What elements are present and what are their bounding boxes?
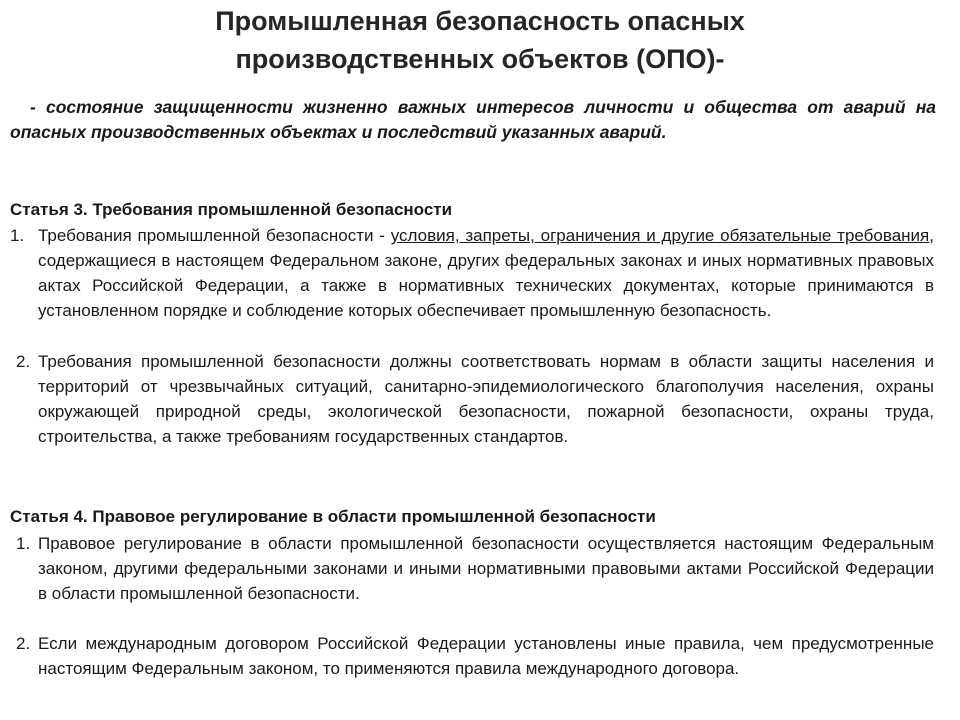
article-4-clause-2 xyxy=(16,631,934,681)
title-line-2: производственных объектов (ОПО)- xyxy=(235,44,725,74)
clause-number: 2. xyxy=(16,634,31,653)
definition-text: - состояние защищенности жизненно важных интересов личности и общества от аварий на опасных производственных объектах и последствий указанных аварий. xyxy=(10,97,936,142)
title-line-1: Промышленная безопасность опасных xyxy=(215,6,745,36)
clause-text-after: , содержащиеся в настоящем Федеральном законе, других федеральных законах и иных нормативных правовых актах Российской Федерации, а также в нормативных технических документах, которые принимаются в установленном порядке и соблюдение которых обеспечивает промышленную безопасность. xyxy=(38,226,934,320)
page-title xyxy=(90,2,870,78)
clause-number: 1. xyxy=(10,226,25,245)
clause-text xyxy=(38,223,934,323)
definition-paragraph xyxy=(10,95,936,145)
article-3-clause-1 xyxy=(10,223,934,323)
clause-text: Требования промышленной безопасности должны соответствовать нормам в области защиты населения и территорий от чрезвычайных ситуаций, санитарно-эпидемиологического благополучия населения, охраны окружающей природной среды, экологической безопасности, пожарной безопасности, охраны труда, строительства, а также требованиям государственных стандартов. xyxy=(38,352,934,446)
article-4-heading: Статья 4. Правовое регулирование в области промышленной безопасности xyxy=(10,507,656,526)
article-3-heading: Статья 3. Требования промышленной безопасности xyxy=(10,200,453,219)
clause-number: 2. xyxy=(16,352,31,371)
clause-text: Если международным договором Российской Федерации установлены иные правила, чем предусмотренные настоящим Федеральным законом, то применяются правила международного договора. xyxy=(38,634,934,678)
clause-text-underlined: условия, запреты, ограничения и другие обязательные требования xyxy=(390,226,930,245)
clause-text: Правовое регулирование в области промышленной безопасности осуществляется настоящим Федеральным законом, другими федеральными законами и иными нормативными правовыми актами Российской Федерации в области промышленной безопасности. xyxy=(38,534,934,603)
clause-text-before: Требования промышленной безопасности - xyxy=(38,226,391,245)
article-3-clause-2 xyxy=(16,349,934,449)
clause-number: 1. xyxy=(16,534,31,553)
article-4-clause-1 xyxy=(16,531,934,606)
